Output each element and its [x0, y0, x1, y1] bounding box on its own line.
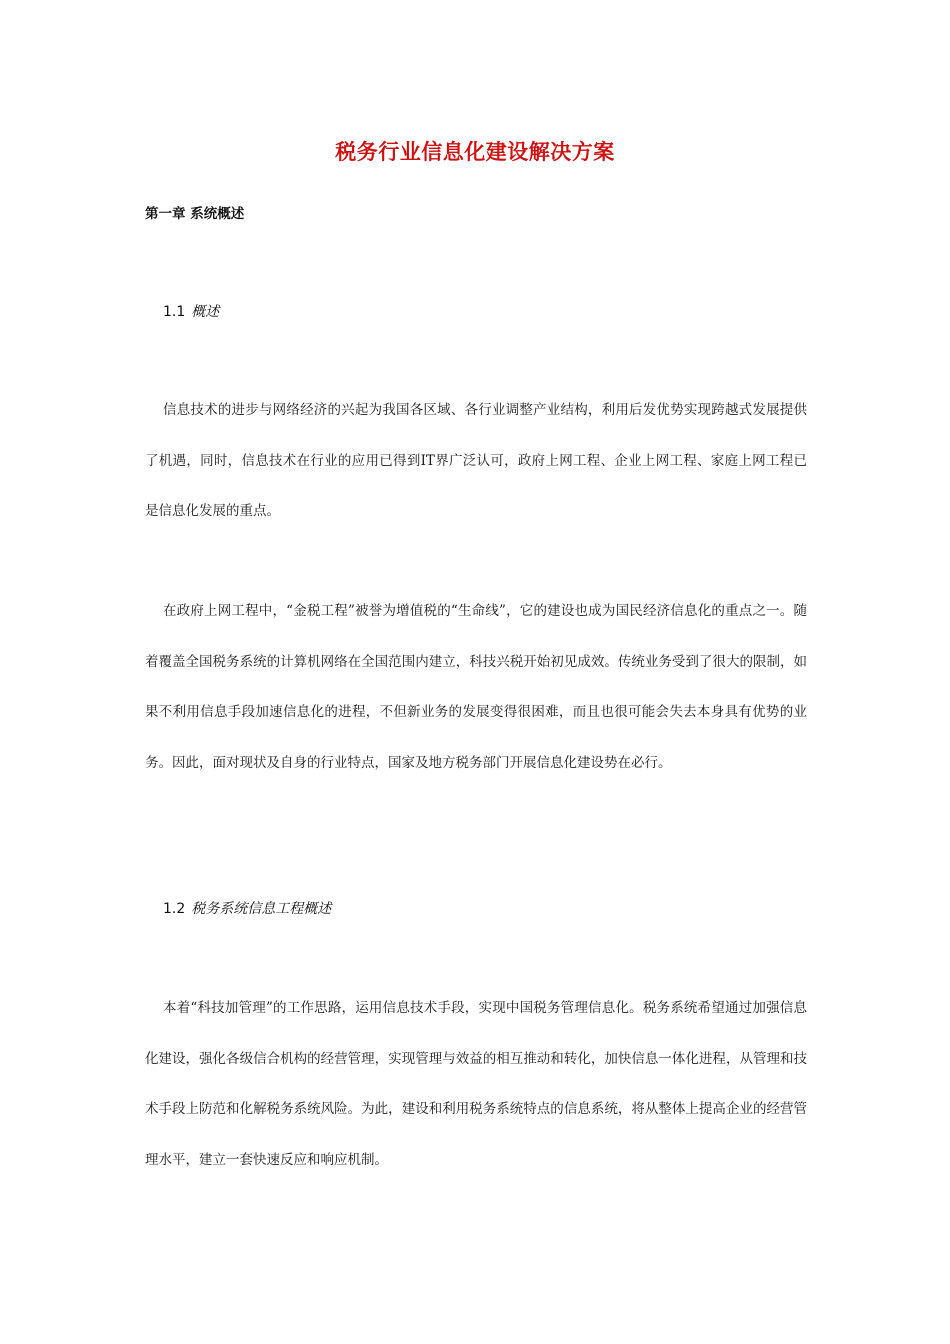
paragraph: 本着“科技加管理”的工作思路，运用信息技术手段，实现中国税务管理信息化。税务系统希望通过加强信息化建设，强化各级信合机构的经营管理，实现管理与效益的相互推动和转化，加快信息一体化进程，从管理和技术手段上防范和化解税务系统风险。为此，建设和利用税务系统特点的信息系统，将从整体上提高企业的经营管理水平，建立一套快速反应和响应机制。: [145, 1000, 807, 1168]
paragraph: 信息技术的进步与网络经济的兴起为我国各区域、各行业调整产业结构，利用后发优势实现跨越式发展提供了机遇，同时，信息技术在行业的应用已得到IT界广泛认可，政府上网工程、企业上网工程、家庭上网工程已是信息化发展的重点。: [145, 402, 807, 519]
section-number: 1.1: [163, 304, 186, 320]
document-title: 税务行业信息化建设解决方案: [335, 139, 615, 164]
section-number: 1.2: [163, 901, 186, 917]
chapter-heading: 第一章 系统概述: [145, 206, 245, 222]
section-title: 概述: [191, 304, 220, 320]
section-title: 税务系统信息工程概述: [191, 901, 332, 917]
paragraph: 在政府上网工程中，“金税工程”被誉为增值税的“生命线”，它的建设也成为国民经济信息化的重点之一。随着覆盖全国税务系统的计算机网络在全国范围内建立，科技兴税开始初见成效。传统业务受到了很大的限制，如果不利用信息手段加速信息化的进程，不但新业务的发展变得很困难，而且也很可能会失去本身具有优势的业务。因此，面对现状及自身的行业特点，国家及地方税务部门开展信息化建设势在必行。: [145, 603, 807, 771]
section-heading-1-2: [163, 898, 331, 920]
section-heading-1-1: [163, 301, 219, 323]
